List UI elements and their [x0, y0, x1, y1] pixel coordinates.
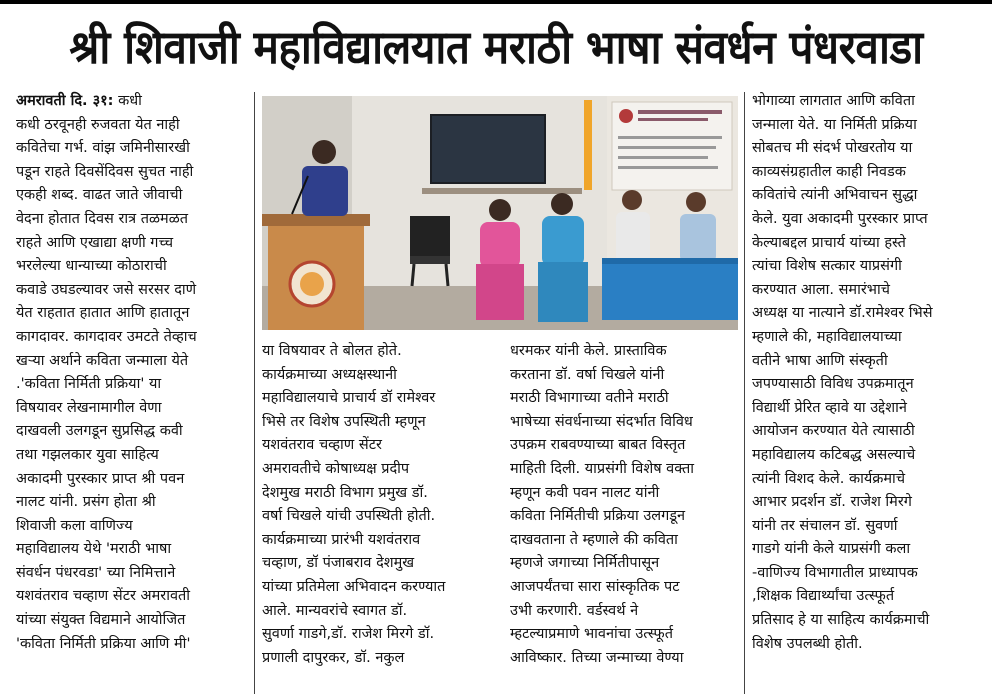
- top-rule: [0, 0, 992, 4]
- article-line: संवर्धन पंधरवडा' च्या निमित्ताने: [16, 564, 176, 581]
- article-line: कार्यक्रमाच्या अध्यक्षस्थानी: [262, 366, 397, 383]
- event-photo: [262, 96, 738, 330]
- article-column-2: [262, 340, 494, 670]
- article-line: यशवंतराव चव्हाण सेंटर अमरावती: [16, 588, 191, 605]
- article-line: कार्यक्रमाच्या प्रारंभी यशवंतराव: [262, 531, 421, 548]
- article-line: यांच्या संयुक्त विद्यमाने आयोजित: [16, 612, 186, 629]
- article-line: चव्हाण, डॉ पंजाबराव देशमुख: [262, 555, 415, 572]
- article-line: म्हणजे जगाच्या निर्मितीपासून: [510, 555, 660, 572]
- article-line: धरमकर यांनी केले. प्रास्ताविक: [510, 343, 667, 359]
- article-line: महाविद्यालयाचे प्राचार्य डॉ रामेश्वर: [262, 390, 436, 407]
- article-line: दाखवताना ते म्हणाले की कविता: [510, 531, 678, 548]
- article-line: देशमुख मराठी विभाग प्रमुख डॉ.: [262, 484, 428, 501]
- article-line: सुवर्णा गाडगे,डॉ. राजेश मिरगे डॉ.: [262, 626, 435, 643]
- article-line: पडून राहते दिवसेंदिवस सुचत नाही: [16, 163, 194, 180]
- article-line: करण्यात आला. समारंभाचे: [752, 281, 890, 298]
- article-line: त्यांचा विशेष सत्कार याप्रसंगी: [752, 258, 902, 275]
- article-line: जपण्यासाठी विविध उपक्रमातून: [752, 376, 914, 393]
- column-divider: [744, 92, 745, 694]
- article-line: जन्माला येते. या निर्मिती प्रक्रिया: [752, 116, 917, 133]
- article-line: आले. मान्यवरांचे स्वागत डॉ.: [262, 602, 408, 619]
- article-line: दाखवली उलगडून सुप्रसिद्ध कवी: [16, 423, 183, 440]
- article-line: वेदना होतात दिवस रात्र तळमळत: [16, 210, 188, 227]
- event-photo-illustration: [262, 96, 738, 330]
- article-line: महाविद्यालय कटिबद्ध असल्याचे: [752, 446, 916, 463]
- guest-pink-saree: [480, 222, 520, 268]
- article-line: आजपर्यंतचा सारा सांस्कृतिक पट: [510, 578, 680, 595]
- article-line: केल्याबद्दल प्राचार्य यांच्या हस्ते: [752, 234, 906, 251]
- guest-man: [616, 212, 650, 262]
- article-column-1: [16, 90, 248, 656]
- article-line: उपक्रम राबवण्याच्या बाबत विस्तृत: [510, 437, 686, 454]
- article-line: वतीने भाषा आणि संस्कृती: [752, 352, 888, 369]
- article-line: अकादमी पुरस्कार प्राप्त श्री पवन: [16, 470, 185, 487]
- article-line: आयोजन करण्यात येते त्यासाठी: [752, 423, 915, 440]
- article-line: आभार प्रदर्शन डॉ. राजेश मिरगे: [752, 494, 912, 511]
- article-line: भाषेच्या संवर्धनाच्या संदर्भात विविध: [510, 413, 693, 430]
- article-line: सोबतच मी संदर्भ पोखरतोय या: [752, 140, 913, 157]
- article-line: शिवाजी कला वाणिज्य: [16, 517, 133, 534]
- article-line: .'कविता निर्मिती प्रक्रिया' या: [16, 376, 162, 393]
- article-line: येत राहतात हातात आणि हातातून: [16, 305, 190, 322]
- column-divider: [254, 92, 255, 694]
- article-line: प्रतिसाद हे या साहित्य कार्यक्रमाची: [752, 612, 930, 629]
- headline: श्री शिवाजी महाविद्यालयात मराठी भाषा संवर्धन पंधरवाडा: [69, 20, 923, 74]
- article-line: 'कविता निर्मिती प्रक्रिया आणि मी': [16, 635, 191, 652]
- article-line: एकही शब्द. वाढत जाते जीवाची: [16, 187, 183, 204]
- article-line: मराठी विभागाच्या वतीने मराठी: [510, 390, 669, 407]
- article-line: भिसे तर विशेष उपस्थिती म्हणून: [262, 413, 426, 430]
- article-line: आविष्कार. तिच्या जन्माच्या वेण्या: [510, 649, 684, 666]
- article-text: कधी: [113, 93, 142, 109]
- dateline: अमरावती दि. ३१:: [16, 93, 114, 109]
- article-line: काव्यसंग्रहातील काही निवडक: [752, 163, 906, 180]
- dais-table: [602, 258, 738, 320]
- article-line: माहिती दिली. याप्रसंगी विशेष वक्ता: [510, 460, 695, 477]
- article-line: खऱ्या अर्थाने कविता जन्माला येते: [16, 352, 189, 369]
- article-line: म्हटल्याप्रमाणे भावनांचा उत्स्फूर्त: [510, 626, 674, 643]
- article-line: [16, 90, 248, 114]
- article-line: या विषयावर ते बोलत होते.: [262, 343, 402, 359]
- article-line: कागदावर. कागदावर उमटते तेव्हाच: [16, 328, 197, 345]
- article-line: कवितेचा गर्भ. वांझ जमिनीसारखी: [16, 140, 190, 157]
- article-line: विषयावर लेखनामागील वेणा: [16, 399, 162, 416]
- article-line: करताना डॉ. वर्षा चिखले यांनी: [510, 366, 665, 383]
- article-line: यांनी तर संचालन डॉ. सुवर्णा: [752, 517, 898, 534]
- article-line: महाविद्यालय येथे 'मराठी भाषा: [16, 541, 172, 558]
- article-line: अध्यक्ष या नात्याने डॉ.रामेश्वर भिसे: [752, 305, 933, 322]
- article-line: म्हणाले की, महाविद्यालयाच्या: [752, 328, 902, 345]
- article-column-3: [510, 340, 740, 670]
- article-line: कवाडे उघडल्यावर जसे सरसर दाणे: [16, 281, 197, 298]
- article-line: म्हणून कवी पवन नालट यांनी: [510, 484, 660, 501]
- article-line: अमरावतीचे कोषाध्यक्ष प्रदीप: [262, 460, 410, 477]
- article-line: भोगाव्या लागतात आणि कविता: [752, 93, 915, 109]
- speaker: [312, 140, 336, 164]
- article-line: यांच्या प्रतिमेला अभिवादन करण्यात: [262, 578, 446, 595]
- article-line: कविता निर्मितीची प्रक्रिया उलगडून: [510, 508, 686, 525]
- article-line: राहते आणि एखाद्या क्षणी गच्च: [16, 234, 174, 251]
- guest-man: [680, 214, 716, 262]
- article-line: ,शिक्षक विद्यार्थ्यांचा उत्स्फूर्त: [752, 588, 895, 605]
- article-line: भरलेल्या धान्याच्या कोठाराची: [16, 258, 167, 275]
- article-line: -वाणिज्य विभागातील प्राध्यापक: [752, 564, 918, 581]
- flower-garland: [584, 100, 592, 190]
- article-line: त्यांनी विशद केले. कार्यक्रमाचे: [752, 470, 906, 487]
- article-line: उभी करणारी. वर्डस्वर्थ ने: [510, 602, 639, 619]
- article-line: कवितांचे त्यांनी अभिवाचन सुद्धा: [752, 187, 918, 204]
- article-line: विद्यार्थी प्रेरित व्हावे या उद्देशाने: [752, 399, 907, 416]
- article-line: प्रणाली दापुरकर, डॉ. नकुल: [262, 649, 405, 666]
- article-line: गाडगे यांनी केले याप्रसंगी कला: [752, 541, 911, 558]
- article-line: विशेष उपलब्धी होती.: [752, 635, 863, 652]
- article-line: केले. युवा अकादमी पुरस्कार प्राप्त: [752, 210, 928, 227]
- article-line: यशवंतराव चव्हाण सेंटर: [262, 437, 382, 454]
- article-line: वर्षा चिखले यांची उपस्थिती होती.: [262, 508, 436, 525]
- article-line: कधी ठरवूनही रुजवता येत नाही: [16, 116, 180, 133]
- article-line: तथा गझलकार युवा साहित्य: [16, 446, 159, 463]
- article-line: नालट यांनी. प्रसंग होता श्री: [16, 494, 156, 511]
- guest-blue-saree: [542, 216, 584, 266]
- article-column-4: [752, 90, 982, 656]
